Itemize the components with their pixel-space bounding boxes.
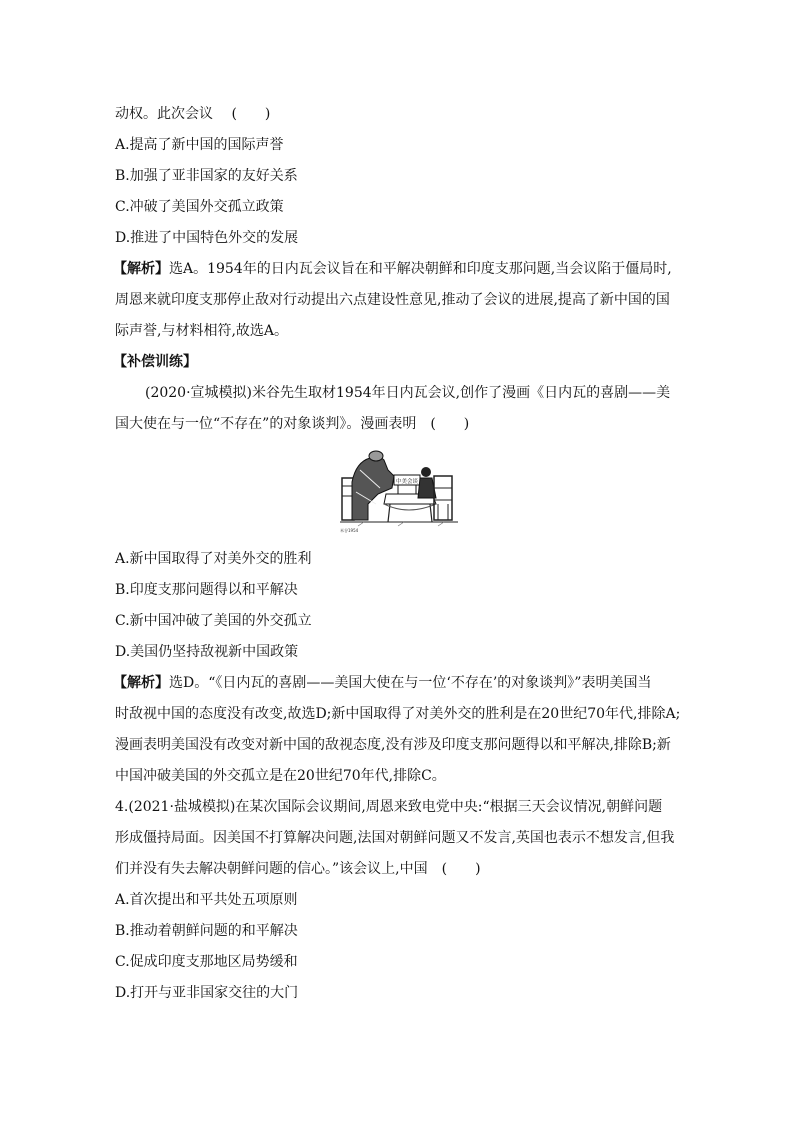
option-a: A.新中国取得了对美外交的胜利	[115, 551, 312, 567]
analysis-line-4: 中国冲破美国的外交孤立是在20世纪70年代,排除C。	[115, 768, 446, 784]
compensation-stem-line-2: 国大使在与一位“不存在”的对象谈判》。漫画表明 ( )	[115, 416, 470, 432]
analysis-line-2: 周恩来就印度支那停止敌对行动提出六点建设性意见,推动了会议的进展,提高了新中国的国	[115, 292, 670, 308]
option-c: C.冲破了美国外交孤立政策	[115, 199, 284, 215]
option-d: D.推进了中国特色外交的发展	[115, 230, 299, 246]
option-b: B.印度支那问题得以和平解决	[115, 582, 298, 598]
option-b: B.推动着朝鲜问题的和平解决	[115, 923, 298, 939]
analysis-line-2: 时敌视中国的态度没有改变,故选D;新中国取得了对美外交的胜利是在20世纪70年代,排除A;	[115, 706, 681, 722]
option-d: D.打开与亚非国家交往的大门	[115, 985, 299, 1001]
option-d: D.美国仍坚持敌视新中国政策	[115, 644, 299, 660]
analysis-line-3: 漫画表明美国没有改变对新中国的敌视态度,没有涉及印度支那问题得以和平解决,排除B;新	[115, 737, 671, 753]
analysis-line-3: 际声誉,与材料相符,故选A。	[115, 323, 289, 339]
cartoon-image	[338, 448, 460, 534]
analysis-line-1: 【解析】选D。“《日内瓦的喜剧——美国大使在与一位‘不存在’的对象谈判》”表明美国当	[113, 675, 652, 691]
question-stem-tail: 动权。此次会议 ( )	[115, 106, 271, 122]
option-a: A.提高了新中国的国际声誉	[115, 137, 284, 153]
analysis-line-1: 【解析】选A。1954年的日内瓦会议旨在和平解决朝鲜和印度支那问题,当会议陷于僵局时,	[113, 261, 672, 277]
cartoon-sign-text: 中美会谈	[395, 479, 419, 485]
option-b: B.加强了亚非国家的友好关系	[115, 168, 298, 184]
compensation-stem-line-1: (2020·宣城模拟)米谷先生取材1954年日内瓦会议,创作了漫画《日内瓦的喜剧——美	[145, 385, 671, 401]
analysis-label: 【解析】	[113, 261, 169, 277]
q4-stem-line-2: 形成僵持局面。因美国不打算解决问题,法国对朝鲜问题又不发言,英国也表示不想发言,但我	[115, 830, 675, 846]
option-c: C.新中国冲破了美国的外交孤立	[115, 613, 312, 629]
analysis-label: 【解析】	[113, 675, 169, 691]
section-heading: 【补偿训练】	[113, 354, 197, 370]
cartoon-signature: 米谷1954	[340, 528, 359, 533]
option-c: C.促成印度支那地区局势缓和	[115, 954, 298, 970]
q4-stem-line-1: 4.(2021·盐城模拟)在某次国际会议期间,周恩来致电党中央:“根据三天会议情况,朝鲜问题	[115, 799, 663, 815]
option-a: A.首次提出和平共处五项原则	[115, 892, 298, 908]
q4-stem-line-3: 们并没有失去解决朝鲜问题的信心。”该会议上,中国 ( )	[115, 861, 481, 877]
